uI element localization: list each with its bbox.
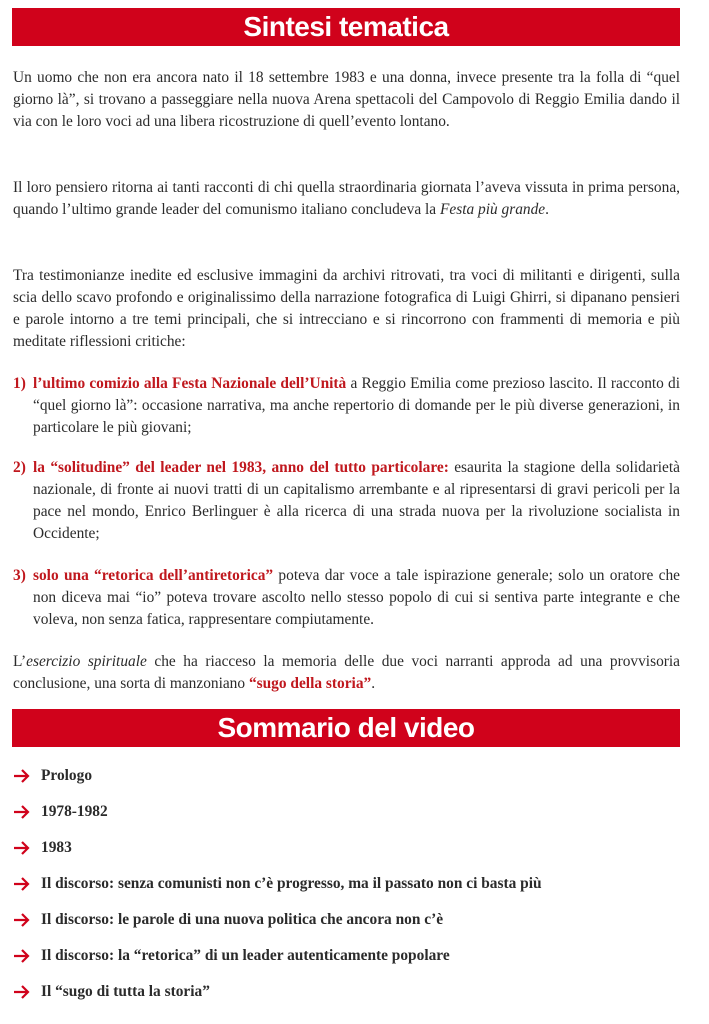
theme-item-1	[13, 373, 680, 439]
theme-highlight: la “solitudine” del leader nel 1983, anno del tutto particolare:	[33, 459, 449, 476]
sommario-item-label: Il “sugo di tutta la storia”	[41, 983, 210, 1000]
themes-intro-paragraph: Tra testimonianze inedite ed esclusive immagini da archivi ritrovati, tra voci di militanti e dirigenti, sulla scia dello scavo profondo e originalissimo della narrazione fotografica di Luigi Ghirri, si dipanano pensieri e parole intorno a tre temi principali, che si intrecciano e si rincorrono con frammenti di memoria e più meditate riflessioni critiche:	[13, 267, 680, 350]
sommario-item[interactable]	[13, 836, 72, 860]
arrow-right-icon	[13, 877, 31, 891]
sommario-item-label: Il discorso: le parole di una nuova politica che ancora non c’è	[41, 911, 444, 928]
conclusion-paragraph	[13, 651, 680, 695]
memory-paragraph-text: Il loro pensiero ritorna ai tanti racconti di chi quella straordinaria giornata l’aveva vissuta in prima persona, quando l’ultimo grande leader del comunismo italiano concludeva la	[13, 179, 680, 218]
memory-paragraph-end: .	[545, 201, 549, 218]
conclusion-mid: che ha riacceso la memoria delle due voci narranti approda ad una provvisoria conclusione, una sorta di manzoniano	[13, 653, 680, 692]
esercizio-italic: esercizio spirituale	[26, 653, 147, 670]
memory-paragraph	[13, 177, 680, 221]
conclusion-end: .	[371, 675, 376, 692]
theme-number: 3)	[13, 567, 26, 584]
arrow-right-icon	[13, 985, 31, 999]
theme-item-3	[13, 565, 680, 631]
sommario-item-label: Il discorso: la “retorica” di un leader autenticamente popolare	[41, 947, 450, 964]
sommario-item-label: 1983	[41, 839, 72, 856]
sommario-item-label: Prologo	[41, 767, 93, 784]
theme-number: 2)	[13, 459, 26, 476]
sommario-item[interactable]	[13, 764, 92, 788]
sommario-item-label: 1978-1982	[41, 803, 108, 820]
arrow-right-icon	[13, 913, 31, 927]
arrow-right-icon	[13, 769, 31, 783]
section-title-sommario: Sommario del video	[12, 709, 680, 747]
festa-italic: Festa più grande	[439, 201, 546, 218]
arrow-right-icon	[13, 805, 31, 819]
sommario-item[interactable]	[13, 800, 108, 824]
arrow-right-icon	[13, 949, 31, 963]
sommario-item[interactable]	[13, 872, 542, 896]
sommario-item-label: Il discorso: senza comunisti non c’è progresso, ma il passato non ci basta più	[41, 875, 542, 892]
sugo-highlight: “sugo della storia”	[248, 675, 372, 692]
sommario-item[interactable]	[13, 980, 210, 1004]
theme-text: poteva dar voce a tale ispirazione generale; solo un oratore che non diceva mai “io” poteva trovare ascolto nello stesso popolo di cui si sentiva parte integrante e che voleva, non senza fatica, rappresentare compiutamente.	[33, 567, 680, 628]
theme-highlight: solo una “retorica dell’antiretorica”	[33, 567, 274, 584]
conclusion-start: L’	[13, 653, 27, 670]
theme-highlight: l’ultimo comizio alla Festa Nazionale dell’Unità	[33, 375, 347, 392]
sommario-item[interactable]	[13, 908, 443, 932]
section-title-sintesi: Sintesi tematica	[12, 8, 680, 46]
arrow-right-icon	[13, 841, 31, 855]
intro-paragraph: Un uomo che non era ancora nato il 18 settembre 1983 e una donna, invece presente tra la folla di “quel giorno là”, si trovano a passeggiare nella nuova Arena spettacoli del Campovolo di Reggio Emilia dando il via con le loro voci ad una libera ricostruzione di quell’evento lontano.	[13, 69, 680, 130]
theme-number: 1)	[13, 375, 26, 392]
sommario-item[interactable]	[13, 944, 450, 968]
theme-text: esaurita la stagione della solidarietà nazionale, di fronte ai nuovi tratti di un capitalismo arrembante e al ripresentarsi di gravi pericoli per la pace nel mondo, Enrico Berlinguer è alla ricerca di una strada nuova per la rivoluzione socialista in Occidente;	[33, 459, 680, 542]
theme-item-2	[13, 457, 680, 545]
theme-text: a Reggio Emilia come prezioso lascito. Il racconto di “quel giorno là”: occasione narrativa, ma anche repertorio di domande per le più diverse generazioni, in particolare le più giovani;	[33, 375, 681, 436]
